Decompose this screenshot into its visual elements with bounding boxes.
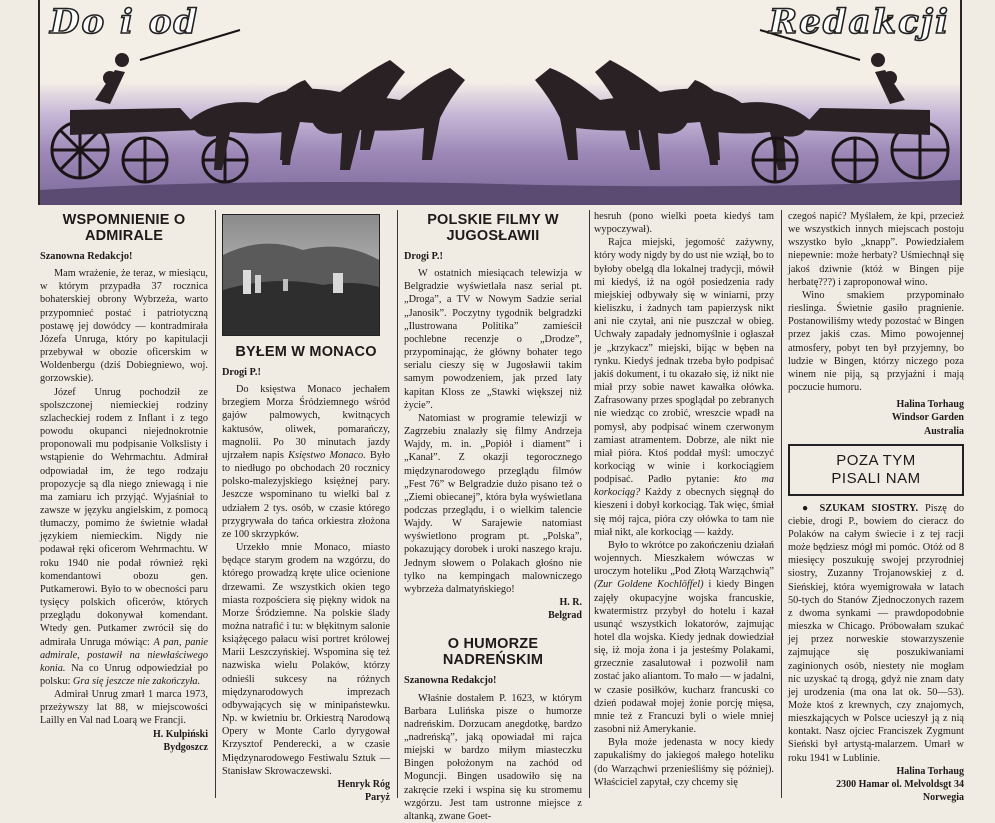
banner-title-right: Redakcji [768,2,950,42]
article-title: BYŁEM W MONACO [235,344,377,360]
paragraph: Było to wkrótce po zakończeniu działań wojennych. Mieszkałem wówczas w uroczym hoteliku „Pod Złotą Warząchwią” (Zur Goldene Kochlöffel) i kiedy Bingen zajęły okupacyjne wojska francuskie, kwatermistrz przybył do hotelu i kazał usunąć wszystkich lokatorów, zajmując hotel dla wojska. Kiedy jednak dowiedział się, iż moja żona i ja jesteśmy Polakami, grzecznie zasalutował i pozwolił nam zostać jako aliantom. To mało — w jadalni, w czasie posiłków, kucharz francuski co dzień podawał mojej żonie porcję mięsa, mnie też z Francuzi byli o wiele mniej zasobni niż Amerykanie. [594,539,774,736]
signature-name: H. R. [559,597,582,609]
banner-title-left: Do i od [50,2,200,42]
section-box-line: PISALI NAM [831,469,921,487]
paragraph: Właśnie dostałem P. 1623, w którym Barbara Lulińska pisze o humorze nadreńskim. Dorzucam anegdotkę, bardzo „nadreńską”, jaką opowiadał mi rajca miejski w bardzo miłym miasteczku Bingen położonym na zachód od Moguncji. Bingen usadowiło się na zakręcie rzeki i wspina się ku stromemu wzgórzu. Jest tam ustronne miejsce z altanką, zwane Goet- [404,692,582,822]
paragraph: hesruh (pono wielki poeta kiedyś tam wypoczywał). [594,211,774,236]
paragraph: Wino smakiem przypominało rieslinga. Świetnie gasiło pragnienie. Postanowiliśmy wtedy pozostać w Bingen przez jakiś czas. Mimo powojennej atmosfery, pobyt ten był przyjemny, bo ludzie w Bingen, którzy niczego poza winem nie piją, są przyjaźni i mają poczucie humoru. [788,289,964,394]
article-title: O HUMORZE NADREŃSKIM [442,636,544,669]
paragraph: W ostatnich miesiącach telewizja w Belgradzie wyświetlała nasz serial pt. „Droga”, a TV w Nowym Sadzie serial „Janosik”. Poczytny tygodnik belgradzki „Ilustrowana Politika” zamieścił pochlebne recenzje o „Drodze”, przypominając, że główny bohater tego serialu cieszy się w Jugosławii takim samym powodzeniem, jak przed laty kapitan Kloss ze „Stawki większej niż życie”. [404,268,582,411]
salutation: Szanowna Redakcjo! [40,251,133,262]
paragraph: Rajca miejski, jegomość zażywny, który wody nigdy by do ust nie wziął, bo to byłoby obelgą dla lokalnej tradycji, mówił mi kiedyś, iż na ogół posiedzenia rady miejskiej odbywały się w winiarni, przy kieliszku, i żadnych tam papierzysk nikt ani nie czytał, ani nie puszczał w obieg. Uchwały zapadały jednomyślnie i ogłaszał je „krzykacz” miejski, bijąc w bęben na rynku. Kiedyś jednak trzeba było podpisać jakiś dokument, i tu okazało się, iż nikt nie miał przy sobie nawet kawałka ołówka. Zafrasowany przes spoglądał po zebranych nie wiedząc co zrobić, wreszcie wpadł na pomysł, aby podpisać winem czerwonym zamiast atramentem. Dobrze, ale nikt nie miał pióra. Ktoś poddał myśl: umoczyć korkociąg w winie i korkociągiem podpisać. Padło pytanie: kto ma korkociąg? Każdy z obecnych sięgnął do kieszeni i dobył korkociąg. Tak więc, śmiał się mój rajca, pióra czy ołówka to tam nie miał nikt, ale korkociąg — każdy. [594,237,774,538]
salutation: Drogi P.! [222,367,261,378]
masthead-banner [38,0,962,205]
signature-name: Halina Torhaug [896,399,964,411]
monaco-photo [222,214,380,336]
section-box [788,444,964,496]
section-box-line: POZA TYM [836,451,916,469]
signature-place: Belgrad [548,610,582,622]
signature-country: Norwegia [922,792,964,804]
article-title: WSPOMNIENIE O ADMIRALE [62,212,186,244]
column-4 [594,210,774,798]
column-1 [40,210,208,798]
column-rule [589,210,590,798]
paragraph: Natomiast w programie telewizji w Zagrzebiu znalazły się filmy Andrzeja Wajdy, m. in. „Popiół i diament” i „Kanał”. Z okazji tegorocznego międzynarodowego przeglądu filmów „Fest 76” w Belgradzie dużo pisano też o „Ziemi obiecanej”, która była wyświetlana podczas przeglądu, i o wielkim talencie Wajdy. W Sarajewie natomiast wyświetlono program pt. „Polska”, pokazujący dorobek i uroki naszego kraju. Jednym słowem o Polakach głośno nie tylko na kempingach malowniczego wybrzeża dalmatyńskiego! [404,412,582,595]
paragraph: Admirał Unrug zmarł 1 marca 1973, przeżywszy lat 88, w miejscowości Lailly en Val nad Loarą we Francji. [40,689,208,727]
signature-address: 2300 Hamar ol. Melvoldsgt 34 [836,778,964,790]
column-3 [404,210,582,822]
paragraph: Józef Unrug pochodził ze spolszczonej niemieckiej rodziny szlacheckiej rodem z Inflant i z tego powodu okupanci niejednokrotnie proponowali mu podpisanie Volkslisty i wstąpienie do Wehrmachtu. Admirał odpowiadał im, że tego rodzaju propozycje są dla niego zniewagą i nie ma zamiaru ich przyjąć. Wyjaśniał to zawsze w języku angielskim, z pomocą tłumaczy, pomimo że świetnie władał językiem niemieckim. Nigdy nie podawał ręki oficerom Wehrmachtu. W roku 1940 nie podał również ręki komendantowi obozu gen. Putkamerowi. Było to w obecności paru tysięcy polskich oficerów, których przeglądu dokonywał komendant. Wtedy gen. Putkamer zwrócił się do admirała Unruga mówiąc: A pan, panie admirale, postawił na niewłaściwego konia. Na co Unrug odpowiedział po polsku: Gra się jeszcze nie zakończyła. [40,386,208,687]
salutation: Drogi P.! [404,251,443,262]
column-rule [397,210,398,798]
signature-name: Henryk Róg [337,778,390,790]
column-2 [222,210,390,803]
column-rule [781,210,782,798]
signature-place: Bydgoszcz [163,741,208,753]
paragraph: ● SZUKAM SIOSTRY. Piszę do ciebie, drogi P., bowiem do cieracz do Polaków na całym świecie i z tej racji może będziesz mógł mi pomóc. Otóż od 8 miesięcy poszukuję swojej przyrodniej siostry, Zuzanny Trojanowskiej z d. Sieńskiej, która wyemigrowała w latach 50-tych do Stanów Zjednoczonych razem z dwoma synkami — prawdopodobnie mieszka w Chicago. Próbowałam szukać jej przez norweskie stowarzyszenie zajmujące się poszukiwaniami zaginionych osób, niestety nie mogłam nic uzyskać tą drogą, gdyż nie znam daty jej urodzenia (ma ona lat ok. 50—53). Może ktoś z krewnych, czy znajomych, mieszkających w Polsce ucieszył ją z nią kontakt. Nasz ojciec Franciszek Zygmunt Sieński był artystą-malarzem. Umarł w roku 1941 w Lublinie. [788,502,965,764]
salutation: Szanowna Redakcjo! [404,675,497,687]
paragraph: Mam wrażenie, że teraz, w miesiącu, w którym przypadła 37 rocznica bohaterskiej obrony Wybrzeża, warto przypomnieć postać i patriotyczną postawę jej dowódcy — kontradmirała Józefa Unruga, który po kapitulacji przebywał w obozie oficerskim w Woldenbergu (dziś Dobiegniewo, woj. gorzowskie). [40,268,208,385]
column-5 [788,210,965,804]
article-title: POLSKIE FILMY W JUGOSŁAWII [427,212,559,244]
signature-name: Halina Torhaug [896,765,964,777]
paragraph: czegoś napić? Myślałem, że kpi, przecież we wszystkich innych miejscach postoju wszystko było „knapp”. Powiedziałem niepewnie: może herbaty? Uśmiechnął się jakoś dziwnie (któż w Bingen pije herbatę???) i zaproponował wino. [788,211,964,288]
paragraph: Urzekło mnie Monaco, miasto będące starym grodem na wzgórzu, do którego prowadzą kręte ulice ocienione drzewami. Ze wszystkich okien tego miasta rozpościera się piękny widok na Morze Śródziemne. Na polskie ślady można natrafić i tu: w błękitnym salonie książęcego pałacu wisi portret królowej Marii Leszczyńskiej. Wspomina się też nazwiska wielu Polaków, którzy odnieśli sukcesy na różnych międzynarodowych imprezach odbywających się w minipaństewku. Np. w kwietniu br. Orkiestrą Narodową Opery w Monte Carlo dyrygował Krzysztof Penderecki, a w czasie Międzynarodowego Festiwalu Sztuk — Stanisław Skrowaczewski. [222,542,390,777]
column-rule [215,210,216,798]
paragraph: Była może jedenasta w nocy kiedy zapukaliśmy do jakiegoś małego hoteliku (do Warząchwi przenieśliśmy się później). Właściciel zapytał, czy chcemy się [594,737,774,788]
signature-place: Paryż [365,792,390,803]
paragraph: Do księstwa Monaco jechałem brzegiem Morza Śródziemnego wśród gajów palmowych, kwitnących kaktusów, oliwek, pomarańczy, magnolii. Po 30 minutach jazdy ujrzałem napis Księstwo Monaco. Było to niedługo po obchodach 20 rocznicy polsko-malezyjskiego księżnej pary. Jeszcze wspominano tu wielki bal z udziałem 2 tys. osób, w czasie którego przygrywała do tańca orkiestra złożona ze 100 skrzypków. [222,384,390,540]
signature-country: Australia [924,425,964,437]
item-lead: ● SZUKAM SIOSTRY. [802,502,919,514]
signature-name: H. Kulpiński [152,728,208,740]
signature-place: Windsor Garden [891,412,964,424]
